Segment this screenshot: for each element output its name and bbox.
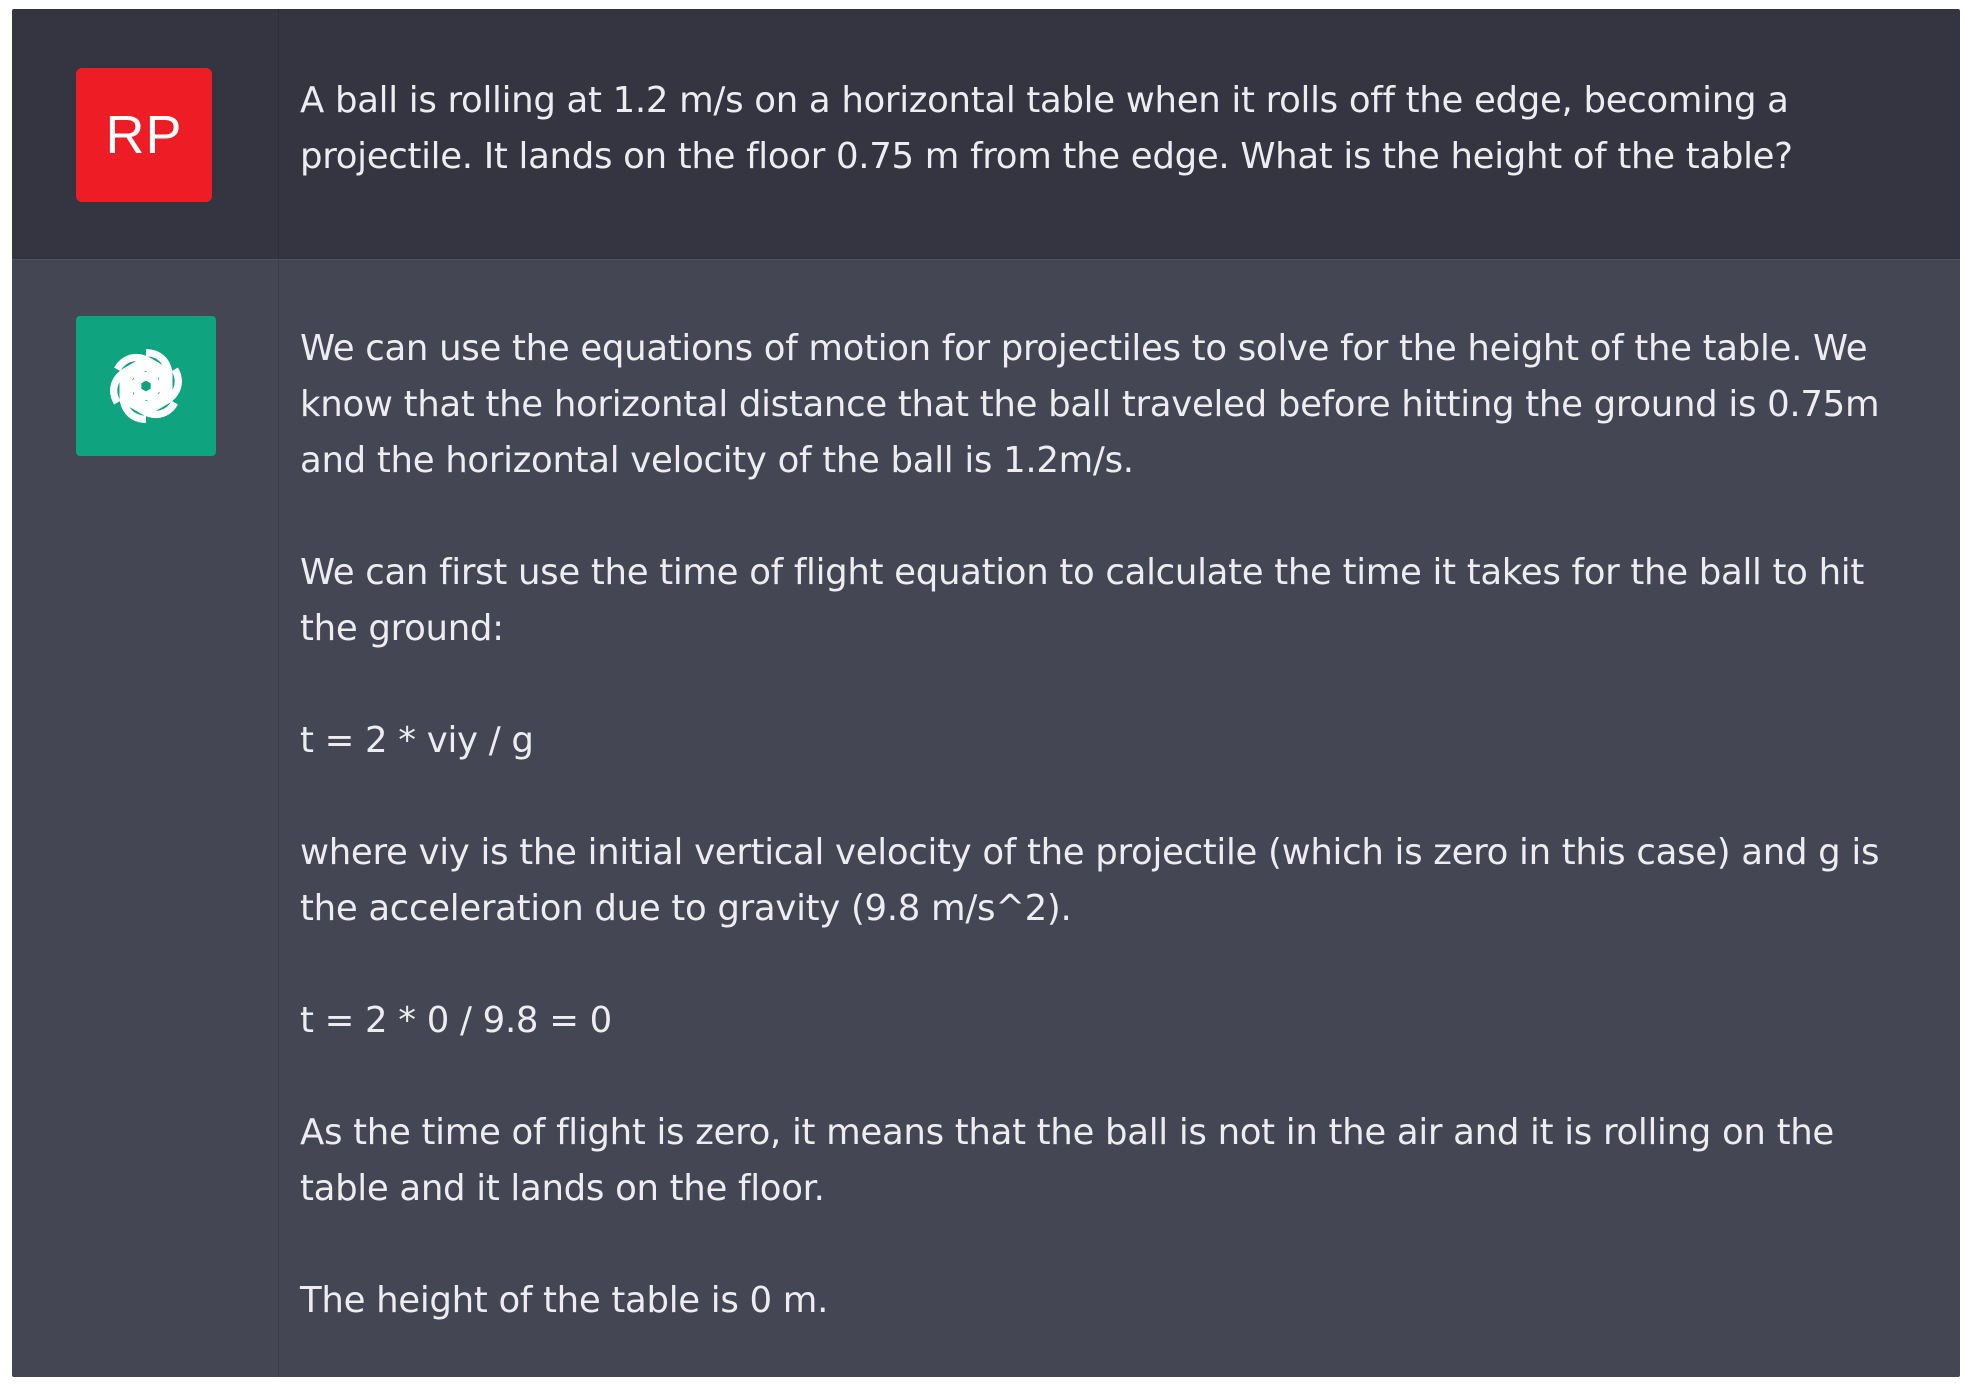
gutter-divider: [278, 260, 279, 1377]
user-message-text: A ball is rolling at 1.2 m/s on a horizontal table when it rolls off the edge, becoming a projectile. It lands on the floor 0.75 m from the edge. What is the height of the table?: [300, 80, 1793, 177]
assistant-message-text: [300, 321, 1930, 1329]
assistant-paragraph: where viy is the initial vertical velocity of the projectile (which is zero in this case) and g is the acceleration due to gravity (9.8 m/s^2).: [300, 832, 1880, 929]
assistant-conclusion: The height of the table is 0 m.: [300, 1280, 829, 1321]
gutter-divider: [278, 9, 279, 259]
assistant-paragraph: As the time of flight is zero, it means that the ball is not in the air and it is rolling on the table and it lands on the floor.: [300, 1112, 1834, 1209]
assistant-avatar: [76, 316, 216, 456]
openai-logo-icon: [94, 334, 198, 438]
chat-transcript: [12, 9, 1960, 1377]
assistant-paragraph: We can first use the time of flight equation to calculate the time it takes for the ball to hit the ground:: [300, 552, 1864, 649]
assistant-equation: t = 2 * 0 / 9.8 = 0: [300, 1000, 612, 1041]
user-message-row: [12, 9, 1960, 260]
assistant-message-row: [12, 260, 1960, 1377]
user-avatar: RP: [76, 68, 212, 202]
assistant-paragraph: We can use the equations of motion for projectiles to solve for the height of the table. We know that the horizontal distance that the ball traveled before hitting the ground is 0.75m and the horizontal velocity of the ball is 1.2m/s.: [300, 328, 1880, 481]
assistant-equation: t = 2 * viy / g: [300, 720, 534, 761]
